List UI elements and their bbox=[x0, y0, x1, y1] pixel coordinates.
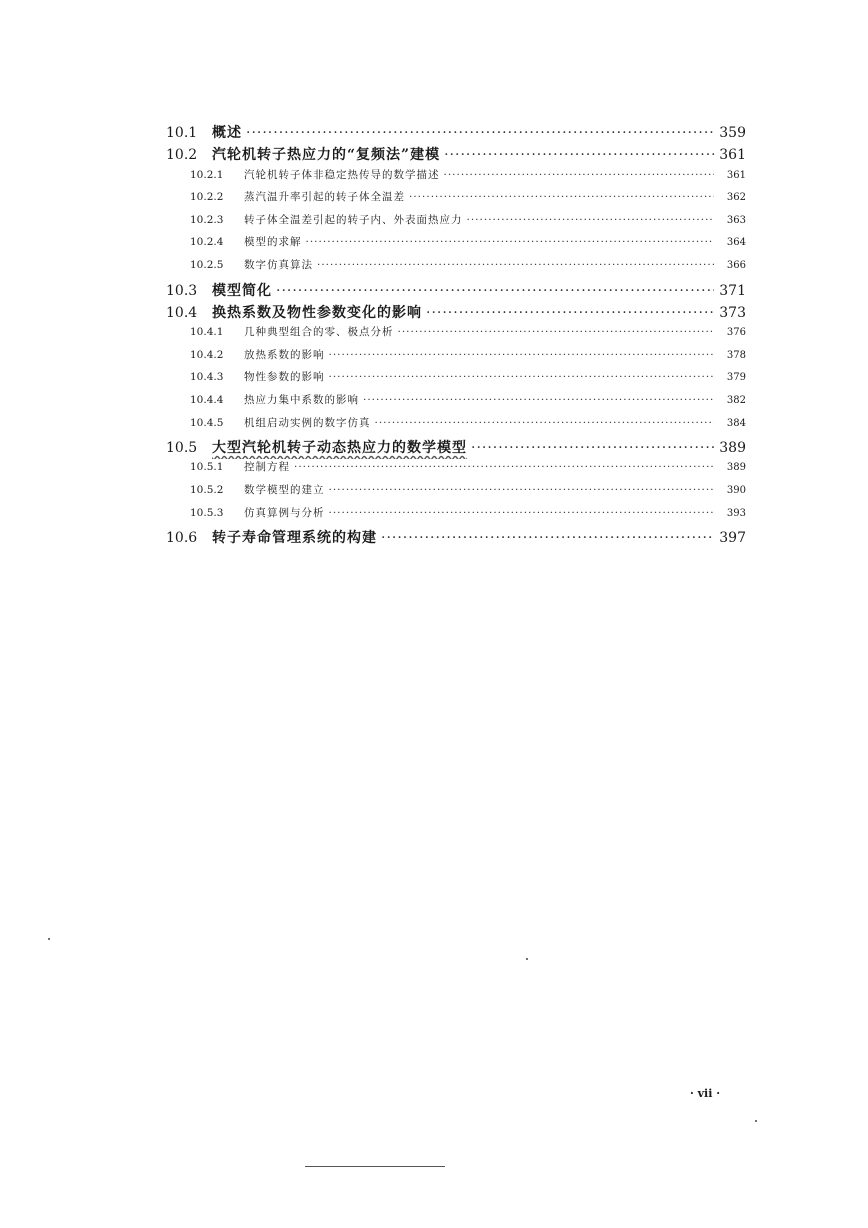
dot-leader bbox=[409, 191, 714, 203]
dot-leader bbox=[444, 169, 715, 181]
toc-entry[interactable] bbox=[166, 280, 746, 302]
subsection-title: 放热系数的影响 bbox=[244, 348, 325, 361]
dot-leader bbox=[375, 417, 715, 429]
dot-leader bbox=[306, 236, 715, 248]
dot-leader bbox=[426, 305, 714, 321]
subsection-number: 10.5.3 bbox=[190, 506, 224, 519]
dot-leader bbox=[246, 125, 714, 141]
dot-leader bbox=[329, 484, 715, 496]
subsection-number: 10.2.1 bbox=[190, 168, 224, 181]
dot-leader bbox=[317, 259, 714, 271]
dot-leader bbox=[363, 394, 714, 406]
page-number: 376 bbox=[726, 327, 746, 339]
subsection-number: 10.4.3 bbox=[190, 371, 224, 384]
page-number: 389 bbox=[726, 462, 746, 474]
toc-subentry[interactable] bbox=[166, 392, 746, 415]
page-number: 373 bbox=[719, 304, 746, 321]
subsection-title: 仿真算例与分析 bbox=[244, 506, 325, 519]
section-title: 汽轮机转子热应力的“复频法”建模 bbox=[212, 147, 441, 164]
toc-subentry[interactable] bbox=[166, 415, 746, 438]
page-number: 389 bbox=[719, 440, 746, 457]
subsection-title: 控制方程 bbox=[244, 461, 290, 474]
page-number: 361 bbox=[719, 147, 746, 164]
toc-subentry[interactable] bbox=[166, 257, 746, 280]
page-number: 384 bbox=[726, 417, 746, 429]
toc-subentry[interactable] bbox=[166, 505, 746, 528]
toc-subentry[interactable] bbox=[166, 189, 746, 212]
subsection-title: 转子体全温差引起的转子内、外表面热应力 bbox=[244, 213, 463, 226]
subsection-number: 10.2.4 bbox=[190, 236, 224, 249]
section-title: 模型简化 bbox=[212, 282, 272, 299]
subsection-number: 10.2.2 bbox=[190, 191, 224, 204]
subsection-number: 10.4.1 bbox=[190, 326, 224, 339]
page-number: 366 bbox=[726, 259, 746, 271]
toc-subentry[interactable] bbox=[166, 347, 746, 370]
section-number: 10.1 bbox=[166, 125, 198, 141]
section-number: 10.3 bbox=[166, 282, 198, 299]
subsection-title: 蒸汽温升率引起的转子体全温差 bbox=[244, 191, 405, 204]
subsection-title: 数字仿真算法 bbox=[244, 258, 313, 271]
section-title: 概述 bbox=[212, 125, 242, 141]
section-number: 10.5 bbox=[166, 440, 198, 457]
page-number: 379 bbox=[726, 372, 746, 384]
table-of-contents bbox=[166, 122, 746, 550]
toc-entry[interactable] bbox=[166, 437, 746, 459]
subsection-number: 10.4.2 bbox=[190, 348, 224, 361]
dot-leader bbox=[467, 214, 715, 226]
dot-leader bbox=[329, 371, 715, 383]
scan-speck bbox=[755, 1120, 757, 1122]
subsection-title: 数学模型的建立 bbox=[244, 484, 325, 497]
toc-entry[interactable] bbox=[166, 122, 746, 144]
toc-entry[interactable] bbox=[166, 302, 746, 324]
dot-leader bbox=[329, 349, 715, 361]
footer-page-number: · vii · bbox=[690, 1087, 721, 1100]
page-number: 393 bbox=[726, 507, 746, 519]
subsection-title: 机组启动实例的数字仿真 bbox=[244, 416, 371, 429]
page-number: 364 bbox=[726, 237, 746, 249]
dot-leader bbox=[381, 530, 714, 546]
page-number: 397 bbox=[719, 530, 746, 547]
dot-leader bbox=[444, 147, 714, 163]
subsection-number: 10.4.4 bbox=[190, 393, 224, 406]
toc-entry[interactable] bbox=[166, 144, 746, 166]
subsection-title: 几种典型组合的零、极点分析 bbox=[244, 326, 394, 339]
subsection-title: 热应力集中系数的影响 bbox=[244, 393, 359, 406]
page-number: 390 bbox=[726, 485, 746, 497]
scan-speck bbox=[48, 938, 50, 940]
toc-subentry[interactable] bbox=[166, 167, 746, 190]
subsection-number: 10.2.5 bbox=[190, 258, 224, 271]
page-number: 359 bbox=[719, 125, 746, 141]
page-number: 382 bbox=[726, 394, 746, 406]
subsection-number: 10.5.2 bbox=[190, 484, 224, 497]
dot-leader bbox=[276, 283, 714, 299]
toc-subentry[interactable] bbox=[166, 369, 746, 392]
toc-entry[interactable] bbox=[166, 527, 746, 549]
dot-leader bbox=[471, 440, 714, 456]
toc-subentry[interactable] bbox=[166, 324, 746, 347]
page-number: 361 bbox=[726, 169, 746, 181]
section-title: 转子寿命管理系统的构建 bbox=[212, 530, 377, 547]
page-number: 362 bbox=[726, 192, 746, 204]
scan-speck bbox=[526, 958, 528, 960]
subsection-number: 10.5.1 bbox=[190, 461, 224, 474]
subsection-number: 10.2.3 bbox=[190, 213, 224, 226]
toc-subentry[interactable] bbox=[166, 212, 746, 235]
subsection-title: 模型的求解 bbox=[244, 236, 302, 249]
section-number: 10.2 bbox=[166, 147, 198, 164]
dot-leader bbox=[294, 461, 714, 473]
section-title: 大型汽轮机转子动态热应力的数学模型 bbox=[212, 440, 467, 457]
subsection-title: 物性参数的影响 bbox=[244, 371, 325, 384]
page-number: 378 bbox=[726, 349, 746, 361]
bottom-rule bbox=[305, 1166, 445, 1167]
section-title: 换热系数及物性参数变化的影响 bbox=[212, 304, 422, 321]
toc-subentry[interactable] bbox=[166, 459, 746, 482]
toc-subentry[interactable] bbox=[166, 482, 746, 505]
dot-leader bbox=[329, 507, 715, 519]
subsection-title: 汽轮机转子体非稳定热传导的数学描述 bbox=[244, 168, 440, 181]
toc-subentry[interactable] bbox=[166, 234, 746, 257]
page-number: 363 bbox=[726, 214, 746, 226]
section-number: 10.4 bbox=[166, 304, 198, 321]
dot-leader bbox=[398, 326, 715, 338]
page-number: 371 bbox=[719, 282, 746, 299]
subsection-number: 10.4.5 bbox=[190, 416, 224, 429]
section-number: 10.6 bbox=[166, 530, 198, 547]
